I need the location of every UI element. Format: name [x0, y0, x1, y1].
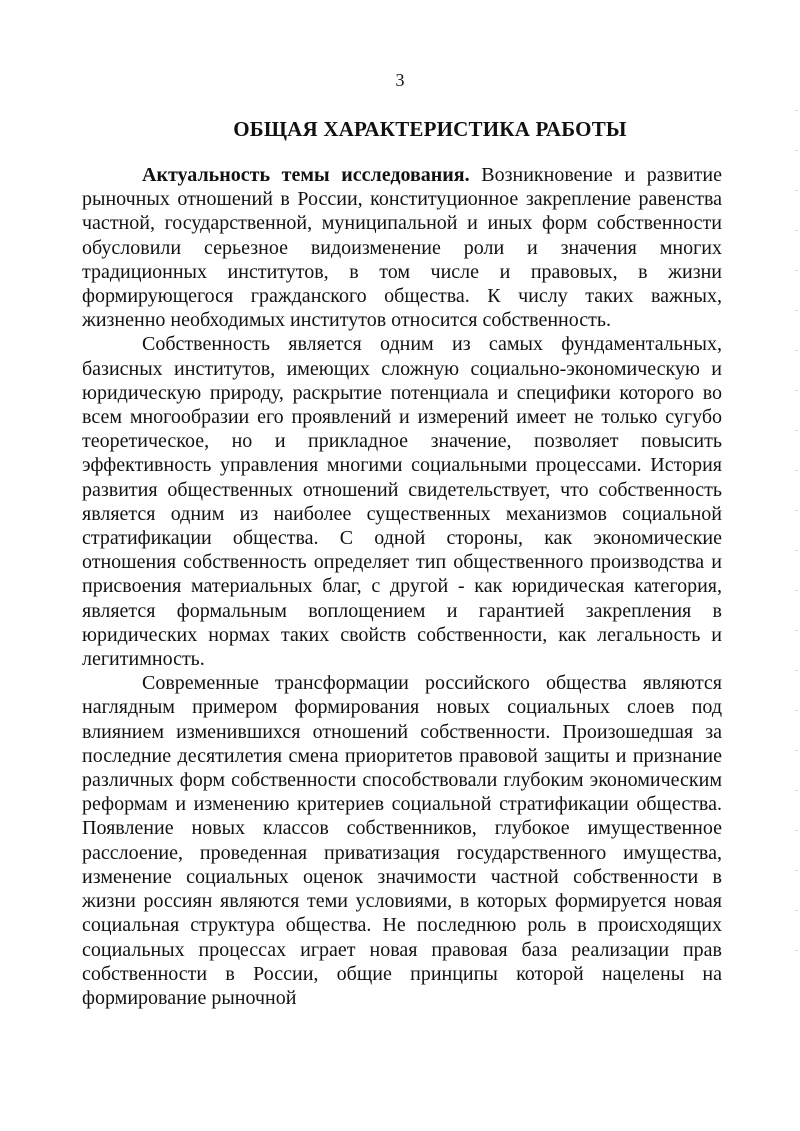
paragraph-property	[82, 332, 722, 671]
paragraph-text: Собственность является одним из самых фундаментальных, базисных институтов, имеющих сложную социально-экономическую и юридическую природу, раскрытие потенциала и специфики которого во всем многообразии его проявлений и измерений имеет не только сугубо теоретическое, но и прикладное значение, позволяет повысить эффективность управления многими социальными процессами. История развития общественных отношений свидетельствует, что собственность является одним из наиболее существенных механизмов социальной стратификации общества. С одной стороны, как экономические отношения собственность определяет тип общественного производства и присвоения материальных благ, с другой - как юридическая категория, является формальным воплощением и гарантией закрепления в юридических нормах таких свойств собственности, как легальность и легитимность.	[82, 333, 722, 671]
scan-margin-artifact	[795, 110, 798, 970]
page-number: 3	[395, 70, 405, 90]
section-heading: ОБЩАЯ ХАРАКТЕРИСТИКА РАБОТЫ	[233, 117, 627, 141]
paragraph-transformations	[82, 671, 722, 1010]
paragraph-text: Современные трансформации российского общества являются наглядным примером формирования новых социальных слоев под влиянием изменившихся отношений собственности. Произошедшая за последние десятилетия смена приоритетов правовой защиты и признание различных форм собственности способствовали глубоким экономическим реформам и изменению критериев социальной стратификации общества. Появление новых классов собственников, глубокое имущественное расслоение, проведенная приватизация государственного имущества, изменение социальных оценок значимости частной собственности в жизни россиян являются теми условиями, в которых формируется новая социальная структура общества. Не последнюю роль в происходящих социальных процессах играет новая правовая база реализации прав собственности в России, общие принципы которой нацелены на формирование рыночной	[82, 672, 722, 1009]
body-text	[82, 163, 722, 1010]
paragraph-text: Возникновение и развитие рыночных отношений в России, конституционное закрепление равенства частной, государственной, муниципальной и иных форм собственности обусловили серьезное видоизменение роли и значения многих традиционных институтов, в том числе и правовых, в жизни формирующегося гражданского общества. К числу таких важных, жизненно необходимых институтов относится собственность.	[82, 164, 722, 332]
paragraph-relevance	[82, 163, 722, 332]
paragraph-lead: Актуальность темы исследования.	[142, 164, 470, 186]
